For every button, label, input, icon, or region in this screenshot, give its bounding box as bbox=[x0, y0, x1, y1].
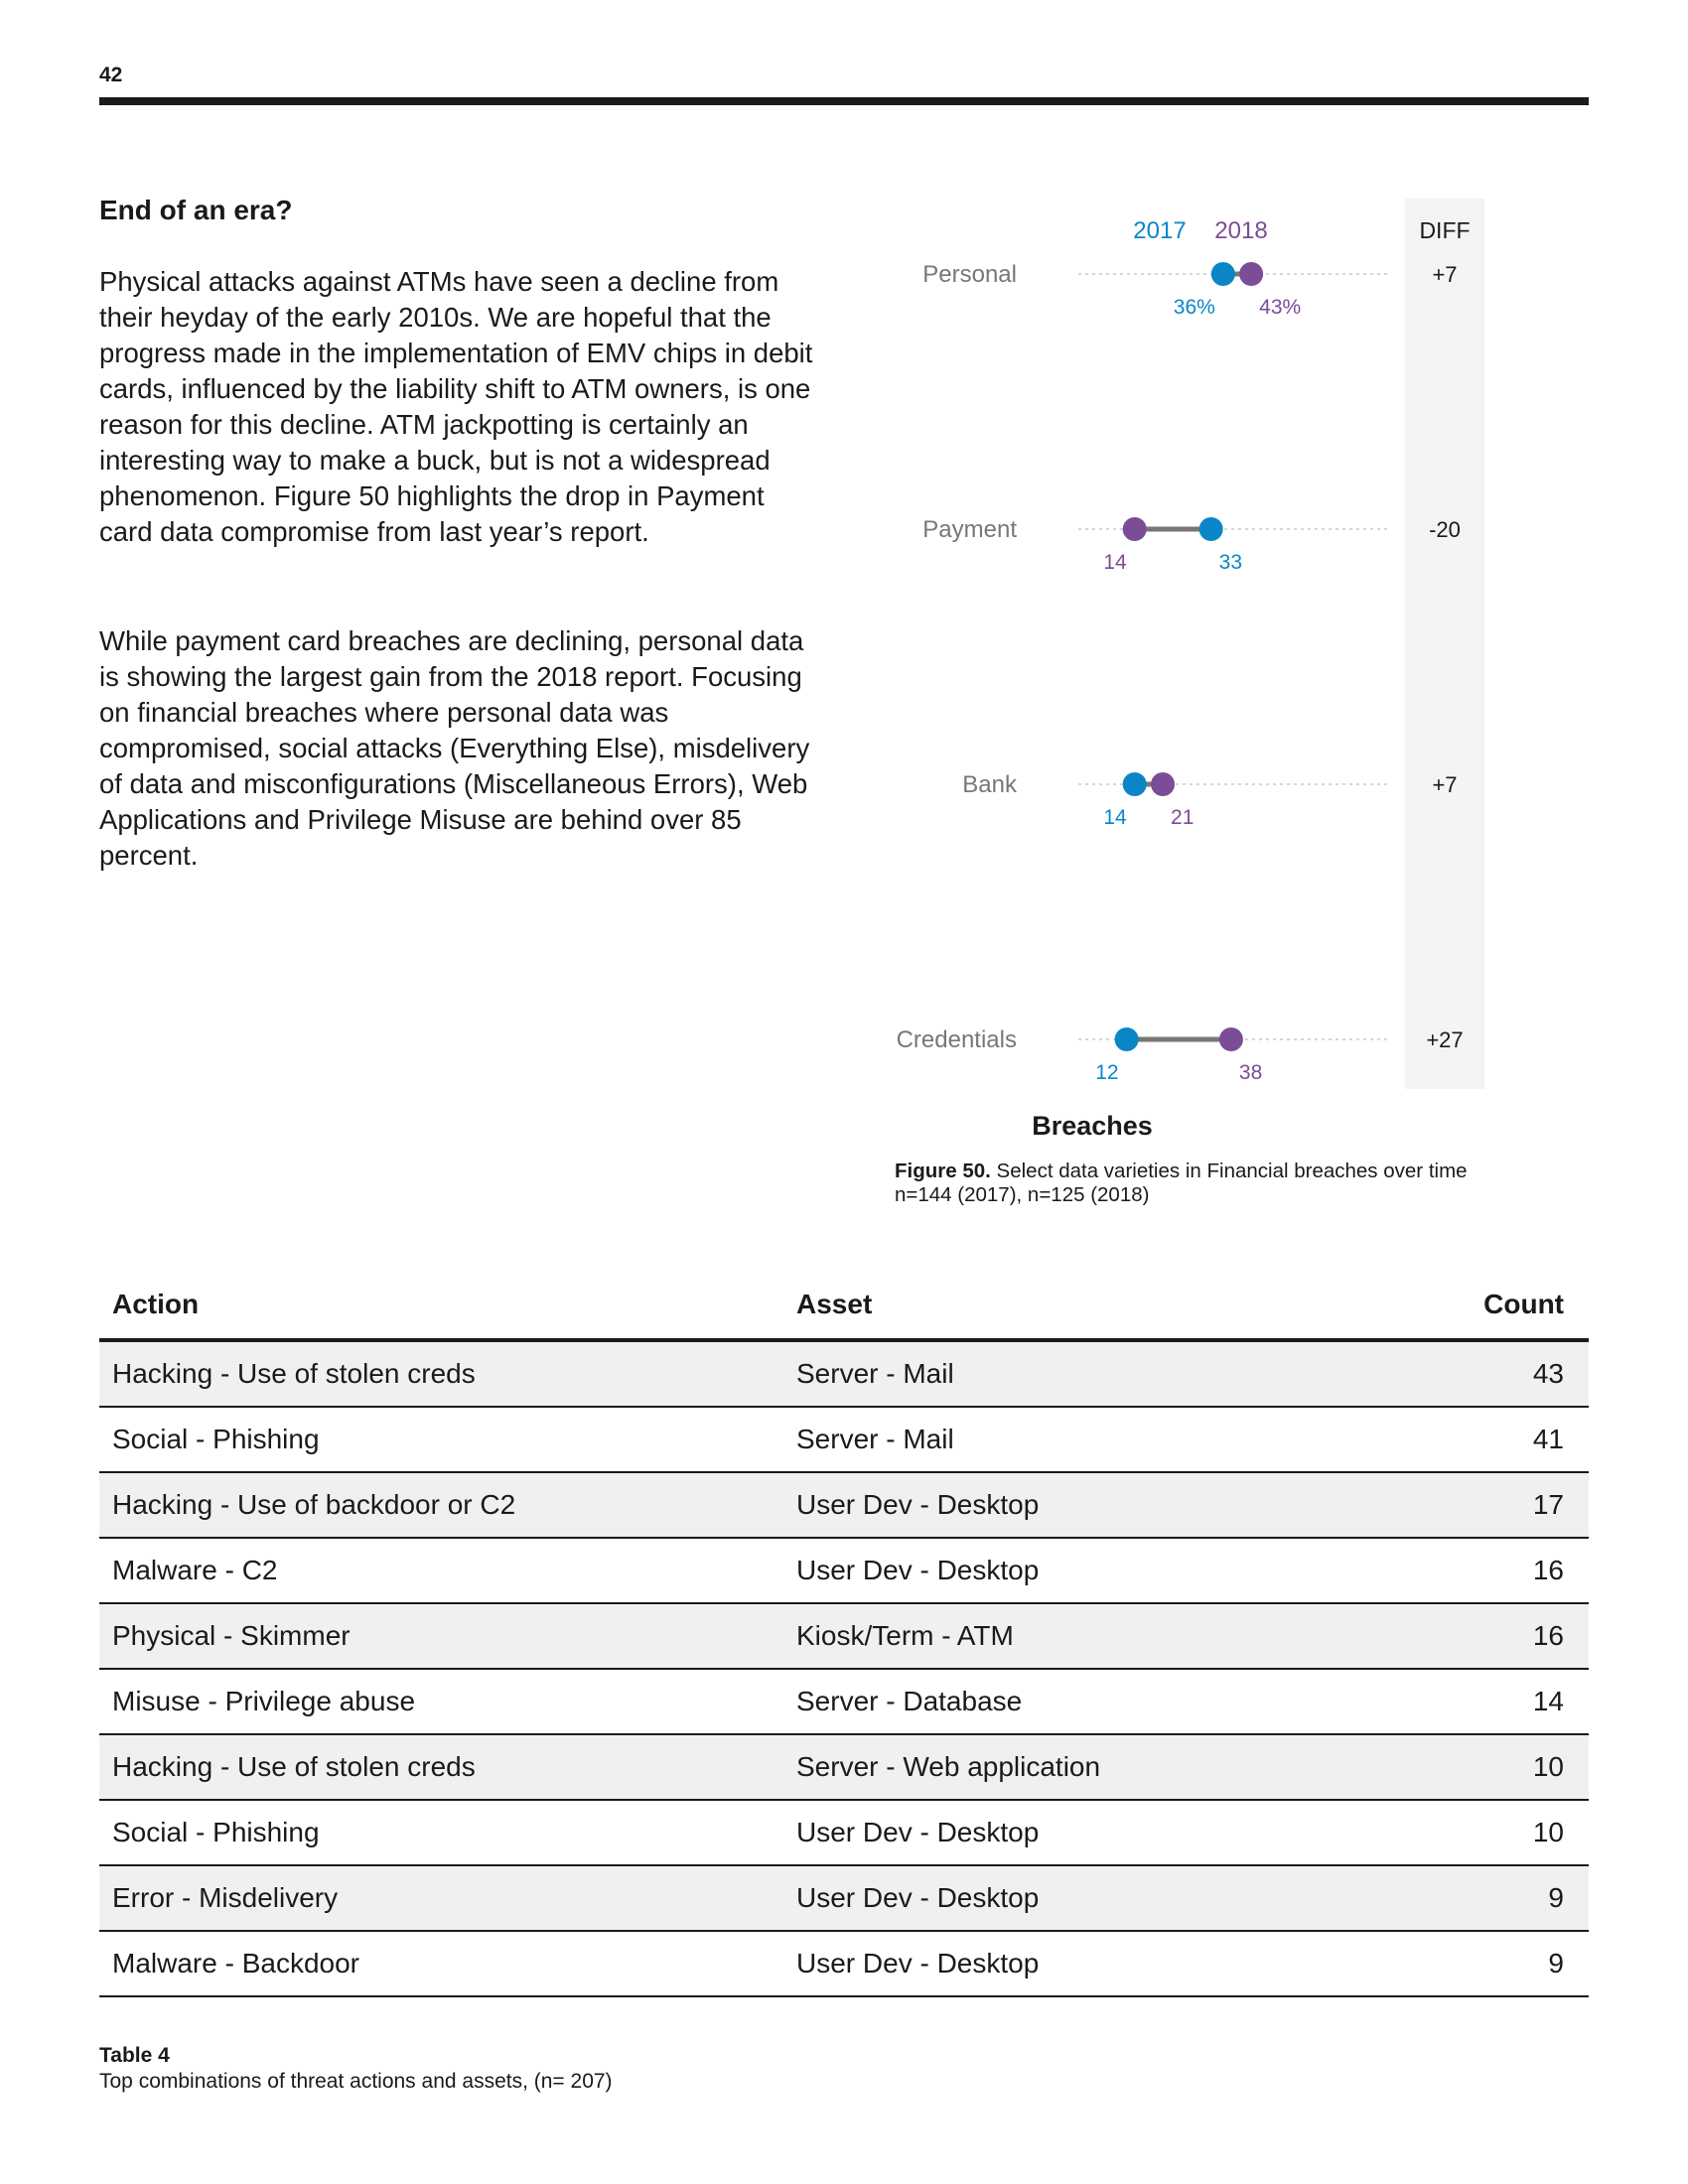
cell-count: 16 bbox=[1376, 1603, 1589, 1669]
x-axis-label: Breaches bbox=[1032, 1111, 1153, 1141]
cell-asset: Server - Mail bbox=[783, 1340, 1376, 1407]
diff-value: +7 bbox=[1432, 772, 1458, 797]
category-label: Bank bbox=[962, 771, 1017, 798]
value-label-2017: 33 bbox=[1218, 551, 1243, 574]
dot-2018 bbox=[1123, 517, 1147, 541]
cell-count: 10 bbox=[1376, 1734, 1589, 1800]
cell-count: 9 bbox=[1376, 1865, 1589, 1931]
cell-count: 41 bbox=[1376, 1407, 1589, 1472]
cell-count: 43 bbox=[1376, 1340, 1589, 1407]
cell-action: Physical - Skimmer bbox=[99, 1603, 783, 1669]
cell-action: Malware - C2 bbox=[99, 1538, 783, 1603]
table-row bbox=[99, 1538, 1589, 1603]
section-heading: End of an era? bbox=[99, 195, 293, 225]
header-action: Action bbox=[99, 1271, 783, 1340]
table-row bbox=[99, 1603, 1589, 1669]
cell-asset: Server - Database bbox=[783, 1669, 1376, 1734]
table-caption-label: Table 4 bbox=[99, 2044, 170, 2067]
value-label-2018: 38 bbox=[1238, 1061, 1263, 1084]
cell-count: 14 bbox=[1376, 1669, 1589, 1734]
table-caption-text: Top combinations of threat actions and assets, (n= 207) bbox=[99, 2070, 613, 2093]
cell-asset: Server - Web application bbox=[783, 1734, 1376, 1800]
page-number: 42 bbox=[99, 64, 123, 86]
diff-column-band bbox=[1405, 199, 1484, 1089]
table-row bbox=[99, 1669, 1589, 1734]
cell-action: Hacking - Use of backdoor or C2 bbox=[99, 1472, 783, 1538]
body-paragraph: While payment card breaches are declining, personal data is showing the largest gain from the 2018 report. Focusing on financial breaches where personal data was compromised, social attacks (Everything Else), misdelivery of data and misconfigurations (Miscellaneous Errors), Web Applications and Privilege Misuse are behind over 85 percent. bbox=[99, 625, 810, 871]
category-label: Payment bbox=[922, 516, 1017, 543]
value-label-2017: 12 bbox=[1095, 1061, 1119, 1084]
cell-count: 10 bbox=[1376, 1800, 1589, 1865]
cell-action: Hacking - Use of stolen creds bbox=[99, 1340, 783, 1407]
table-row bbox=[99, 1472, 1589, 1538]
dot-2018 bbox=[1151, 772, 1175, 796]
cell-action: Error - Misdelivery bbox=[99, 1865, 783, 1931]
value-label-2018: 14 bbox=[1103, 551, 1127, 574]
header-asset: Asset bbox=[783, 1271, 1376, 1340]
dot-2018 bbox=[1219, 1027, 1243, 1051]
category-label: Credentials bbox=[896, 1026, 1017, 1053]
legend-2017: 2017 bbox=[1133, 217, 1187, 244]
diff-value: +27 bbox=[1426, 1027, 1464, 1052]
header-count: Count bbox=[1376, 1271, 1589, 1340]
dot-2017 bbox=[1123, 772, 1147, 796]
diff-header: DIFF bbox=[1419, 217, 1471, 243]
category-label: Personal bbox=[922, 261, 1017, 288]
table-header-row bbox=[99, 1271, 1589, 1340]
table-row bbox=[99, 1734, 1589, 1800]
dot-2017 bbox=[1199, 517, 1223, 541]
diff-value: -20 bbox=[1429, 517, 1461, 542]
cell-asset: User Dev - Desktop bbox=[783, 1931, 1376, 1996]
cell-count: 16 bbox=[1376, 1538, 1589, 1603]
cell-asset: User Dev - Desktop bbox=[783, 1538, 1376, 1603]
dumbbell-chart bbox=[854, 189, 1609, 1142]
table-row bbox=[99, 1931, 1589, 1996]
body-paragraph: Physical attacks against ATMs have seen a decline from their heyday of the early 2010s. We are hopeful that the progress made in the implementation of EMV chips in debit cards, influenced by the liability shift to ATM owners, is one reason for this decline. ATM jackpotting is certainly an interesting way to make a buck, but is not a widespread phenomenon. Figure 50 highlights the drop in Payment card data compromise from last year’s report. bbox=[99, 266, 813, 547]
figure-title: Select data varieties in Financial breaches over time bbox=[990, 1160, 1468, 1182]
dot-2018 bbox=[1239, 262, 1263, 286]
table-row bbox=[99, 1340, 1589, 1407]
table-row bbox=[99, 1407, 1589, 1472]
cell-asset: User Dev - Desktop bbox=[783, 1472, 1376, 1538]
dot-2017 bbox=[1115, 1027, 1139, 1051]
cell-asset: User Dev - Desktop bbox=[783, 1865, 1376, 1931]
cell-action: Misuse - Privilege abuse bbox=[99, 1669, 783, 1734]
figure-caption bbox=[895, 1160, 1468, 1207]
table-caption bbox=[99, 2043, 613, 2095]
header-rule bbox=[99, 97, 1589, 105]
value-label-2018: 21 bbox=[1171, 806, 1195, 829]
legend-2018: 2018 bbox=[1214, 217, 1268, 244]
cell-action: Malware - Backdoor bbox=[99, 1931, 783, 1996]
value-label-2018: 43% bbox=[1259, 296, 1302, 319]
dot-2017 bbox=[1211, 262, 1235, 286]
cell-action: Social - Phishing bbox=[99, 1407, 783, 1472]
figure-label: Figure 50. bbox=[895, 1160, 991, 1182]
value-label-2017: 36% bbox=[1173, 296, 1215, 319]
cell-action: Hacking - Use of stolen creds bbox=[99, 1734, 783, 1800]
cell-asset: Kiosk/Term - ATM bbox=[783, 1603, 1376, 1669]
cell-count: 9 bbox=[1376, 1931, 1589, 1996]
table-row bbox=[99, 1800, 1589, 1865]
cell-asset: Server - Mail bbox=[783, 1407, 1376, 1472]
value-label-2017: 14 bbox=[1103, 806, 1127, 829]
cell-count: 17 bbox=[1376, 1472, 1589, 1538]
cell-asset: User Dev - Desktop bbox=[783, 1800, 1376, 1865]
figure-sample-size: n=144 (2017), n=125 (2018) bbox=[895, 1183, 1150, 1206]
threat-action-table bbox=[99, 1271, 1589, 1997]
diff-value: +7 bbox=[1432, 262, 1458, 287]
table-row bbox=[99, 1865, 1589, 1931]
cell-action: Social - Phishing bbox=[99, 1800, 783, 1865]
